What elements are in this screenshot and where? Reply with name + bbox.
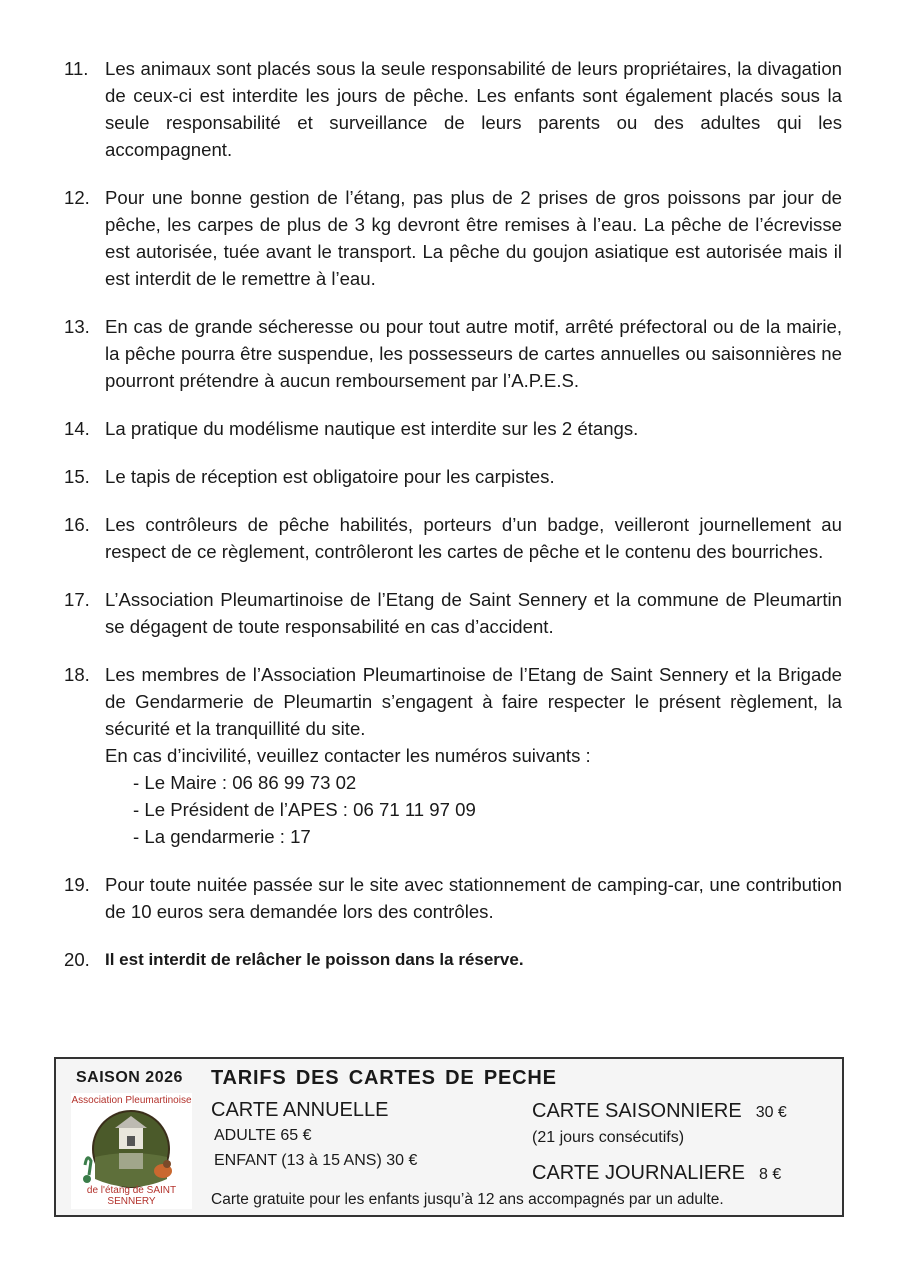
contact-intro: En cas d’incivilité, veuillez contacter les numéros suivants :: [105, 745, 591, 766]
rule-12: [60, 184, 842, 292]
rule-16: [60, 511, 842, 565]
rule-text: Pour toute nuitée passée sur le site avec stationnement de camping-car, une contribution de 10 euros sera demandée lors des contrôles.: [105, 874, 842, 922]
carte-saisonniere: [532, 1100, 787, 1123]
rule-number: 20.: [64, 949, 90, 970]
rule-18: [60, 661, 842, 850]
rule-number: 18.: [64, 664, 90, 685]
journaliere-price: 8 €: [759, 1166, 782, 1183]
carte-journaliere-label: CARTE JOURNALIERE: [532, 1162, 746, 1184]
saisonniere-duration: (21 jours consécutifs): [532, 1129, 685, 1146]
rule-number: 17.: [64, 589, 90, 610]
rule-13: [60, 313, 842, 394]
rule-20: [60, 946, 842, 973]
rule-text: Le tapis de réception est obligatoire pour les carpistes.: [105, 466, 555, 487]
carte-journaliere: [532, 1162, 781, 1185]
rule-14: [60, 415, 842, 442]
rule-15: [60, 463, 842, 490]
rule-text: Les membres de l’Association Pleumartinoise de l’Etang de Saint Sennery et la Brigade de Gendarmerie de Pleumartin s’engagent à faire respecter le présent règlement, la sécurité et la tranquillité du site.: [105, 664, 842, 739]
logo-top-text: Association Pleumartinoise: [71, 1095, 192, 1106]
enfant-price: ENFANT (13 à 15 ANS) 30 €: [214, 1152, 418, 1169]
tarifs-title: TARIFS DES CARTES DE PECHE: [211, 1067, 557, 1089]
saisonniere-price: 30 €: [755, 1104, 787, 1121]
rule-number: 11.: [64, 58, 89, 79]
tarifs-box: [54, 1057, 844, 1217]
contact-list: [105, 769, 842, 850]
rule-text: Il est interdit de relâcher le poisson dans la réserve.: [105, 950, 524, 969]
adulte-price: ADULTE 65 €: [214, 1127, 312, 1144]
rule-text: Pour une bonne gestion de l’étang, pas plus de 2 prises de gros poissons par jour de pêche, les carpes de plus de 3 kg devront être remises à l’eau. La pêche de l’écrevisse est autorisée, tuée avant le transport. La pêche du goujon asiatique est autorisée mais il est interdit de le remettre à l’eau.: [105, 187, 842, 289]
contact-maire: - Le Maire : 06 86 99 73 02: [133, 772, 357, 793]
pond-house-icon: [81, 1109, 182, 1193]
rule-number: 13.: [64, 316, 90, 337]
rule-text: Les animaux sont placés sous la seule responsabilité de leurs propriétaires, la divagation de ceux-ci est interdite les jours de pêche. Les enfants sont également placés sous la seule responsabilité et surveillance de leurs parents ou des adultes qui les accompagnent.: [105, 58, 842, 160]
free-card-note: Carte gratuite pour les enfants jusqu’à 12 ans accompagnés par un adulte.: [211, 1191, 724, 1208]
rule-19: [60, 871, 842, 925]
rule-text: En cas de grande sécheresse ou pour tout autre motif, arrêté préfectoral ou de la mairie, la pêche pourra être suspendue, les possesseurs de cartes annuelles ou saisonnières ne pourront prétendre à aucun remboursement par l’A.P.E.S.: [105, 316, 842, 391]
rule-text: La pratique du modélisme nautique est interdite sur les 2 étangs.: [105, 418, 639, 439]
rule-number: 16.: [64, 514, 90, 535]
rule-number: 12.: [64, 187, 90, 208]
rule-number: 19.: [64, 874, 90, 895]
rule-text: L’Association Pleumartinoise de l’Etang de Saint Sennery et la commune de Pleumartin se dégagent de toute responsabilité en cas d’accident.: [105, 589, 842, 637]
logo-bottom-text: de l'étang de SAINT SENNERY: [86, 1185, 177, 1207]
contact-president: - Le Président de l’APES : 06 71 11 97 09: [133, 799, 476, 820]
carte-saisonniere-label: CARTE SAISONNIERE: [532, 1100, 742, 1122]
rule-11: [60, 55, 842, 163]
association-logo: [71, 1093, 192, 1209]
rule-text: Les contrôleurs de pêche habilités, porteurs d’un badge, veilleront journellement au respect de ce règlement, contrôleront les cartes de pêche et le contenu des bourriches.: [105, 514, 842, 562]
rule-17: [60, 586, 842, 640]
rule-number: 15.: [64, 466, 90, 487]
rules-list: [60, 55, 842, 994]
rule-number: 14.: [64, 418, 90, 439]
saison-label: SAISON 2026: [76, 1069, 183, 1086]
contact-gendarmerie: - La gendarmerie : 17: [133, 826, 311, 847]
carte-annuelle-label: CARTE ANNUELLE: [211, 1099, 389, 1121]
